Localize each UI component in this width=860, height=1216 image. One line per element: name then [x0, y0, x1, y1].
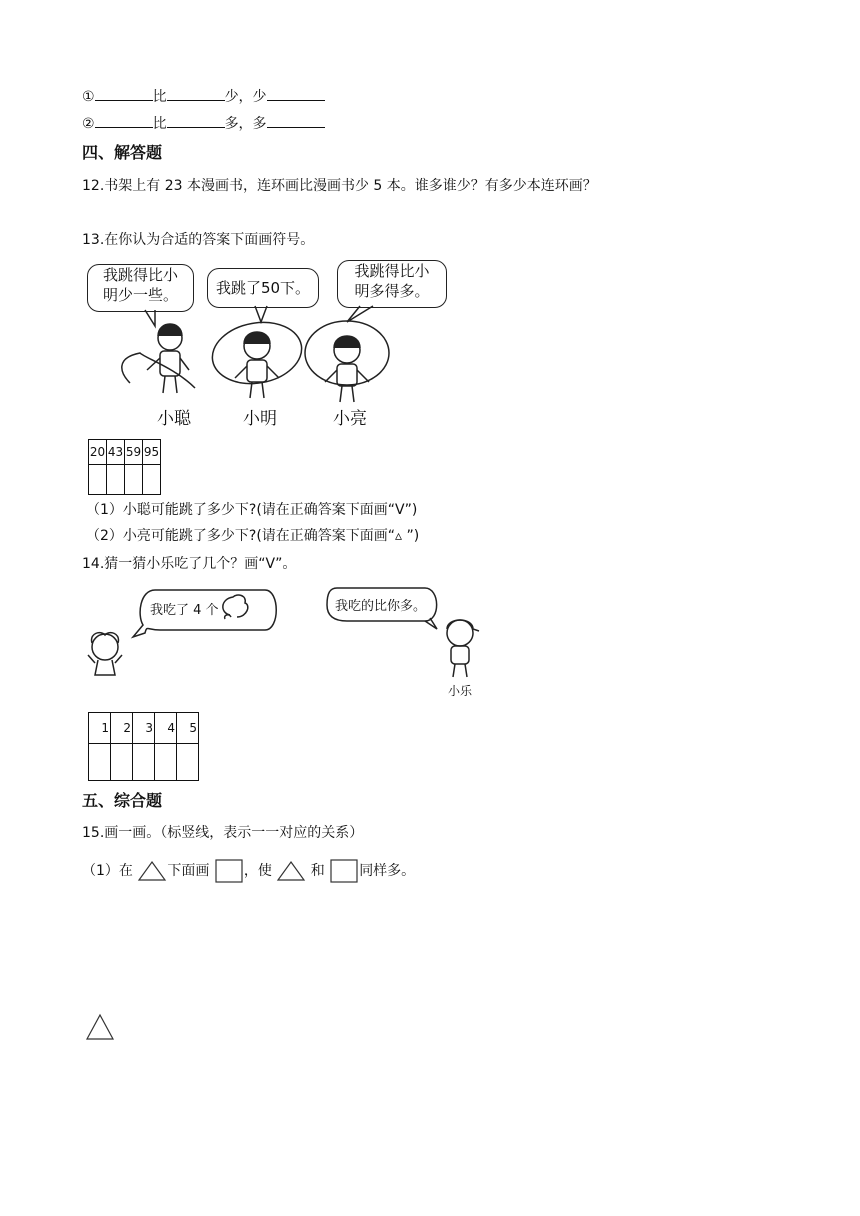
boy-speech: 我吃的比你多。: [335, 599, 427, 614]
blank[interactable]: [267, 113, 325, 128]
girl-speech: 我吃了 4 个: [150, 603, 219, 618]
bubble-text: 我跳得比小: [102, 266, 178, 284]
circled-number-2: ②: [82, 116, 95, 132]
option-cell: 3: [133, 713, 155, 744]
table-row: [89, 465, 161, 495]
q13-sub-1: （1）小聪可能跳了多少下?(请在正确答案下面画“V”): [86, 502, 418, 518]
answer-cell[interactable]: [125, 465, 143, 495]
square-icon: [214, 858, 244, 884]
blank[interactable]: [167, 113, 225, 128]
name-xiaole: 小乐: [448, 684, 473, 698]
name-xiaoming: 小明: [243, 409, 277, 429]
blank[interactable]: [95, 86, 153, 101]
q13-sub-2: （2）小亮可能跳了多少下?(请在正确答案下面画“▵ ”): [86, 528, 420, 544]
kids-drawing: [85, 258, 455, 428]
option-cell: 2: [111, 713, 133, 744]
table-row: [89, 713, 199, 744]
text: 下面画: [167, 863, 210, 879]
option-cell: 4: [155, 713, 177, 744]
answer-cell[interactable]: [89, 744, 111, 781]
circled-number-1: ①: [82, 89, 95, 105]
section-5-title: 五、综合题: [82, 791, 163, 810]
answer-cell[interactable]: [143, 465, 161, 495]
blank[interactable]: [167, 86, 225, 101]
answer-cell[interactable]: [107, 465, 125, 495]
q15-sub-1: [82, 858, 415, 884]
answer-cell[interactable]: [177, 744, 199, 781]
triangle-icon: [85, 1013, 115, 1041]
word: 比: [152, 116, 167, 132]
question-13: 13.在你认为合适的答案下面画符号。: [82, 232, 315, 248]
triangle-icon: [137, 859, 167, 883]
answer-cell[interactable]: [111, 744, 133, 781]
bubble-text: 明少一些。: [102, 286, 178, 304]
question-14: 14.猜一猜小乐吃了几个？画“V”。: [82, 556, 297, 572]
peach-illustration: [85, 585, 485, 705]
text: （1）在: [82, 863, 133, 879]
name-xiaoliang: 小亮: [333, 409, 367, 429]
answer-cell[interactable]: [155, 744, 177, 781]
answer-cell[interactable]: [89, 465, 107, 495]
text: 和: [310, 863, 325, 879]
table-row: [89, 744, 199, 781]
blank[interactable]: [95, 113, 153, 128]
q11-line-1: [82, 86, 325, 107]
option-cell: 20: [89, 440, 107, 465]
option-cell: 59: [125, 440, 143, 465]
triangle-icon: [276, 859, 306, 883]
name-xiaocong: 小聪: [157, 409, 191, 429]
option-cell: 43: [107, 440, 125, 465]
option-cell: 5: [177, 713, 199, 744]
text: 同样多。: [359, 863, 416, 879]
word: 少，少: [224, 89, 267, 105]
blank[interactable]: [267, 86, 325, 101]
q13-answer-table: [88, 439, 161, 495]
answer-cell[interactable]: [133, 744, 155, 781]
bubble-text: 我跳得比小: [354, 262, 430, 280]
word: 多，多: [224, 116, 267, 132]
bubble-text: 我跳了50下。: [215, 279, 311, 297]
word: 比: [152, 89, 167, 105]
section-4-title: 四、解答题: [82, 143, 163, 162]
question-15: 15.画一画。（标竖线，表示一一对应的关系）: [82, 825, 364, 841]
option-cell: 95: [143, 440, 161, 465]
q14-answer-table: [88, 712, 199, 781]
text: ，使: [243, 863, 272, 879]
question-12: 12.书架上有 23 本漫画书，连环画比漫画书少 5 本。谁多谁少？有多少本连环画？: [82, 178, 597, 194]
q11-line-2: [82, 113, 325, 134]
bubble-text: 明多得多。: [354, 282, 430, 300]
table-row: [89, 440, 161, 465]
jump-rope-illustration: [85, 258, 455, 428]
option-cell: 1: [89, 713, 111, 744]
square-icon: [329, 858, 359, 884]
